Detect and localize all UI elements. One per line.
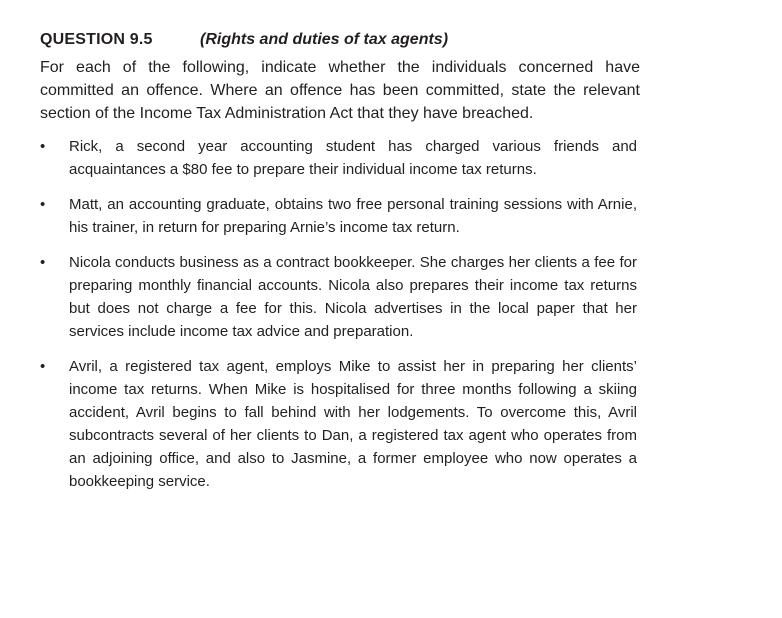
bullet-item (40, 251, 637, 343)
question-heading (40, 30, 782, 50)
bullet-text: Rick, a second year accounting student has charged various friends and acquaintances a $80 fee to prepare their individual income tax returns. (69, 138, 637, 178)
bullet-text: Matt, an accounting graduate, obtains two free personal training sessions with Arnie, his trainer, in return for preparing Arnie’s income tax return. (69, 196, 637, 236)
bullet-item (40, 193, 637, 239)
bullet-item (40, 135, 637, 181)
bullet-dot-icon: • (40, 254, 46, 271)
bullet-item (40, 355, 637, 493)
bullet-dot-icon: • (40, 196, 46, 213)
bullet-text: Avril, a registered tax agent, employs Mike to assist her in preparing her clients’ income tax returns. When Mike is hospitalised for three months following a skiing accident, Avril begins to fall behind with her lodgements. To overcome this, Avril subcontracts several of her clients to Dan, a registered tax agent who operates from an adjoining office, and also to Jasmine, a former employee who now operates a bookkeeping service. (69, 358, 637, 490)
bullet-dot-icon: • (40, 358, 46, 375)
bullet-dot-icon: • (40, 138, 46, 155)
question-intro: For each of the following, indicate whether the individuals concerned have committed an offence. Where an offence has been committed, state the relevant section of the Income Tax Administration Act that they have breached. (40, 59, 640, 122)
question-topic: (Rights and duties of tax agents) (200, 31, 449, 48)
question-number: QUESTION 9.5 (40, 31, 153, 48)
bullet-text: Nicola conducts business as a contract bookkeeper. She charges her clients a fee for preparing monthly financial accounts. Nicola also prepares their income tax returns but does not charge a fee for this. Nicola advertises in the local paper that her services include income tax advice and preparation. (69, 254, 637, 340)
bullet-list (40, 135, 782, 493)
